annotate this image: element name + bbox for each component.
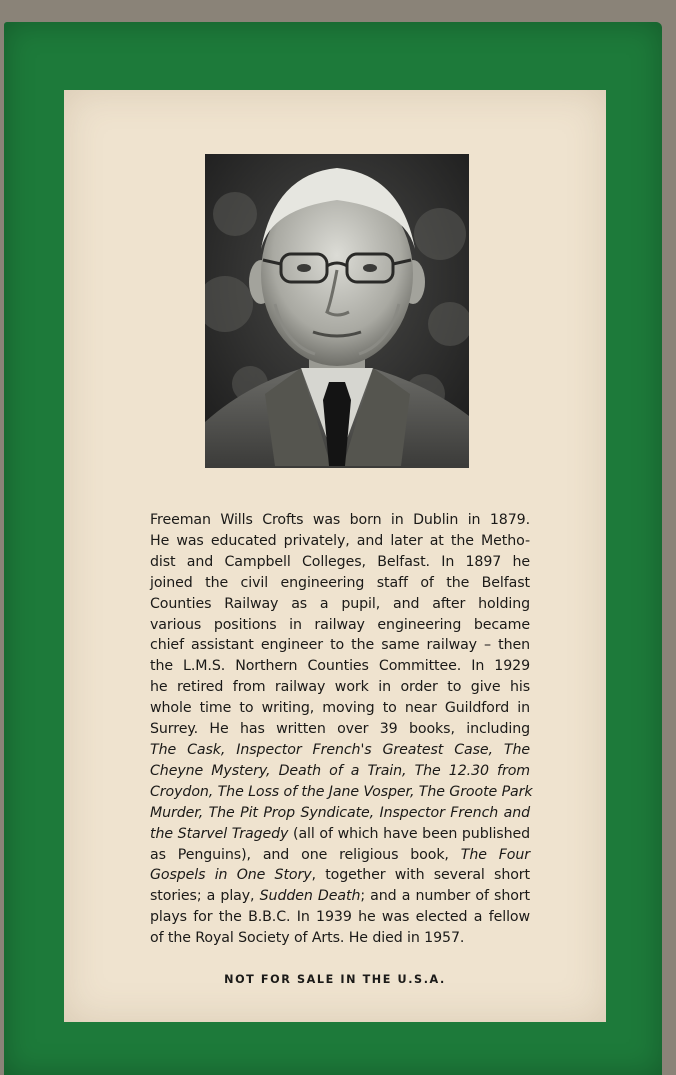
book-title-text: Gospels in One Story: [150, 867, 312, 884]
bio-line: [150, 865, 530, 886]
bio-text: (all of which have been published: [288, 825, 531, 842]
bio-line: [150, 531, 530, 552]
book-title-text: Sudden Death: [259, 888, 361, 905]
bio-text: joined the civil engineering staff of the Belfast: [150, 574, 530, 591]
sale-restriction-notice: NOT FOR SALE IN THE U.S.A.: [224, 973, 446, 986]
bio-line: [150, 845, 530, 866]
bio-line: [150, 907, 530, 928]
author-portrait-photo: [205, 154, 469, 468]
bio-line: [150, 615, 530, 636]
bio-text: of the Royal Society of Arts. He died in 1957.: [150, 930, 465, 947]
bio-text: Surrey. He has written over 39 books, including: [150, 721, 530, 738]
book-title-text: Murder, The Pit Prop Syndicate, Inspector French and: [150, 804, 530, 821]
bio-text: he retired from railway work in order to give his: [150, 679, 530, 696]
bio-text: whole time to writing, moving to near Guildford in: [150, 700, 530, 717]
bio-line: [150, 594, 530, 615]
book-title-text: Cheyne Mystery, Death of a Train, The 12.30 from: [150, 762, 530, 779]
bio-line: [150, 656, 530, 677]
bio-text: Counties Railway as a pupil, and after holding: [150, 595, 530, 612]
bio-line: [150, 803, 530, 824]
bio-text: various positions in railway engineering became: [150, 616, 530, 633]
bio-text: dist and Campbell Colleges, Belfast. In 1897 he: [150, 553, 530, 570]
author-biography: [150, 510, 533, 949]
bio-line: [150, 719, 530, 740]
book-title-text: The Cask, Inspector French's Greatest Case, The: [150, 741, 530, 758]
bio-line: [150, 677, 530, 698]
bio-text: He was educated privately, and later at the Metho-: [150, 532, 530, 549]
cream-text-panel: [64, 90, 606, 1022]
bio-line: [150, 886, 530, 907]
bio-line: [150, 782, 533, 803]
bio-line: [150, 635, 530, 656]
bio-text: chief assistant engineer to the same railway – then: [150, 637, 530, 654]
bio-line: [150, 740, 530, 761]
bio-line: [150, 761, 530, 782]
book-back-cover: [4, 22, 662, 1075]
portrait-illustration: [205, 154, 469, 468]
bio-text: Freeman Wills Crofts was born in Dublin in 1879.: [150, 512, 530, 528]
bio-line: [150, 510, 530, 531]
bio-text: as Penguins), and one religious book,: [150, 846, 461, 863]
bio-text: stories; a play,: [150, 888, 260, 905]
bio-line: [150, 552, 530, 573]
bio-line: [150, 928, 530, 949]
bio-text: plays for the B.B.C. In 1939 he was elected a fellow: [150, 909, 530, 926]
bio-line: [150, 698, 530, 719]
book-title-text: The Four: [460, 846, 531, 863]
book-title-text: Croydon, The Loss of the Jane Vosper, The Groote Park: [150, 783, 533, 800]
bio-text: , together with several short: [311, 867, 530, 884]
bio-line: [150, 824, 530, 845]
book-title-text: the Starvel Tragedy: [150, 825, 289, 842]
bio-text: the L.M.S. Northern Counties Committee. In 1929: [150, 658, 530, 675]
bio-text: ; and a number of short: [360, 888, 531, 905]
bio-line: [150, 573, 530, 594]
